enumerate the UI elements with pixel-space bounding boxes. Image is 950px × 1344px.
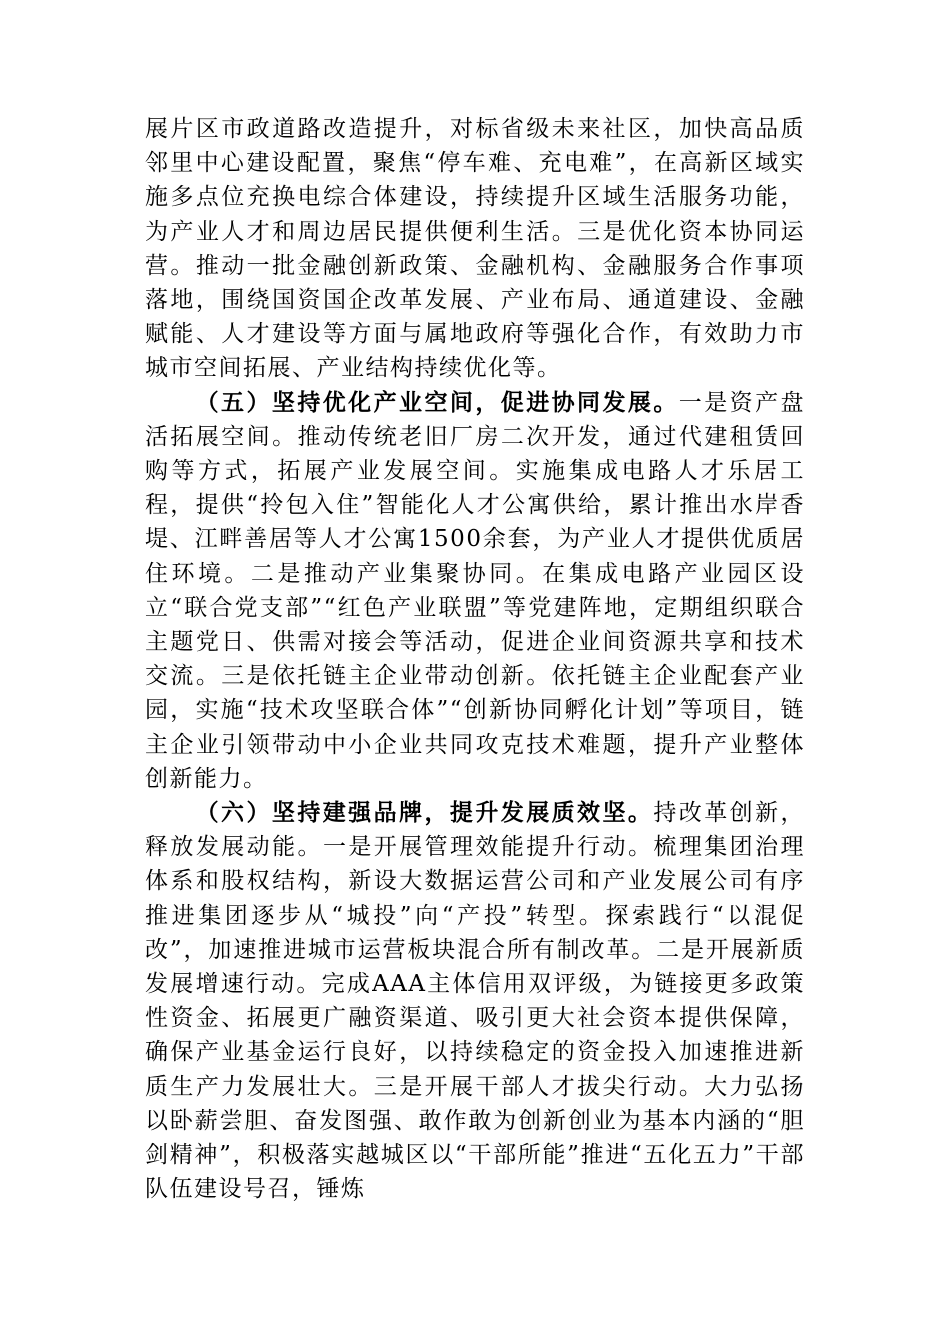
- paragraph-section-5: [145, 386, 805, 796]
- paragraph-body: 一是资产盘活拓展空间。推动传统老旧厂房二次开发，通过代建租赁回购等方式，拓展产业发展空间。实施集成电路人才乐居工程，提供“拎包入住”智能化人才公寓供给，累计推出水岸香堤、江畔善居等人才公寓1500余套，为产业人才提供优质居住环境。二是推动产业集聚协同。在集成电路产业园区设立“联合党支部”“红色产业联盟”等党建阵地，定期组织联合主题党日、供需对接会等活动，促进企业间资源共享和技术交流。三是依托链主企业带动创新。依托链主企业配套产业园，实施“技术攻坚联合体”“创新协同孵化计划”等项目，链主企业引领带动中小企业共同攻克技术难题，提升产业整体创新能力。: [145, 389, 806, 792]
- paragraph-section-6: [145, 796, 805, 1206]
- paragraph-continuation: [145, 112, 805, 386]
- section-heading: （五）坚持优化产业空间，促进协同发展。: [195, 388, 679, 416]
- document-page: [145, 112, 805, 1207]
- paragraph-body: 持改革创新，释放发展动能。一是开展管理效能提升行动。梳理集团治理体系和股权结构，新设大数据运营公司和产业发展公司有序推进集团逐步从“城投”向“产投”转型。探索践行“以混促改”，加速推进城市运营板块混合所有制改革。二是开展新质发展增速行动。完成AAA主体信用双评级，为链接更多政策性资金、拓展更广融资渠道、吸引更大社会资本提供保障，确保产业基金运行良好，以持续稳定的资金投入加速推进新质生产力发展壮大。三是开展干部人才拔尖行动。大力弘扬以卧薪尝胆、奋发图强、敢作敢为创新创业为基本内涵的“胆剑精神”，积极落实越城区以“干部所能”推进“五化五力”干部队伍建设号召，锤炼: [145, 800, 806, 1203]
- paragraph-body: 展片区市政道路改造提升，对标省级未来社区，加快高品质邻里中心建设配置，聚焦“停车难、充电难”，在高新区域实施多点位充换电综合体建设，持续提升区域生活服务功能，为产业人才和周边居民提供便利生活。三是优化资本协同运营。推动一批金融创新政策、金融机构、金融服务合作事项落地，围绕国资国企改革发展、产业布局、通道建设、金融赋能、人才建设等方面与属地政府等强化合作，有效助力市城市空间拓展、产业结构持续优化等。: [145, 116, 805, 382]
- section-heading: （六）坚持建强品牌，提升发展质效坚。: [195, 799, 654, 827]
